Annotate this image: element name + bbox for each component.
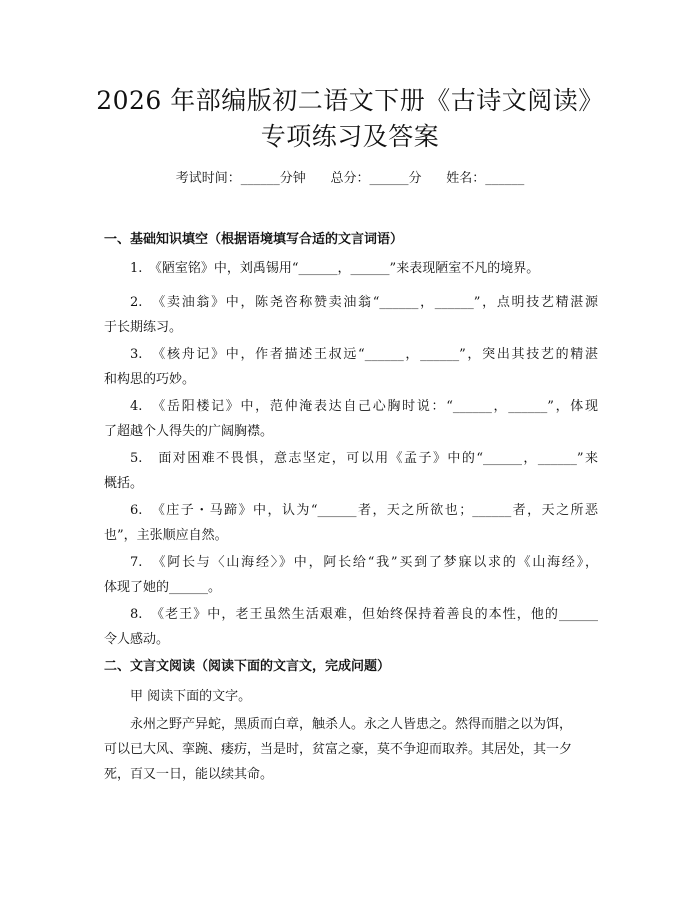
question-8	[104, 602, 598, 652]
classical-passage	[104, 712, 598, 787]
question-7-text-line1: 7. 《阿长与〈山海经〉》中，阿长给“我”买到了梦寐以求的《山海经》，	[130, 555, 598, 570]
passage-line3: 死，百又一日，能以续其命。	[104, 767, 274, 782]
question-2-text-line2: 于长期练习。	[104, 320, 183, 335]
section1-heading: 一、基础知识填空（根据语境填写合适的文言词语）	[104, 232, 404, 247]
passage-line2: 可以已大风、挛踠、瘘疠，当是时，贫富之豪，莫不争迎而取养。其居处，其一夕	[104, 742, 573, 757]
question-4-text-line1: 4. 《岳阳楼记》中，范仲淹表达自己心胸时说：“______，______”，体现	[130, 399, 598, 414]
reading-intro-text: 甲 阅读下面的文字。	[130, 689, 252, 704]
question-8-text-line1: 8. 《老王》中，老王虽然生活艰难，但始终保持着善良的本性，他的______	[130, 607, 598, 622]
question-3-text-line2: 和构思的巧妙。	[104, 372, 196, 387]
question-1	[104, 256, 598, 281]
question-4	[104, 394, 598, 444]
question-6-text-line2: 也”，主张顺应自然。	[104, 528, 228, 543]
question-6	[104, 498, 598, 548]
question-5-text-line1: 5. 面对困难不畏惧，意志坚定，可以用《孟子》中的“______，______”来	[130, 451, 598, 466]
section2-heading: 二、文言文阅读（阅读下面的文言文，完成问题）	[104, 659, 391, 674]
question-6-text-line1: 6. 《庄子・马蹄》中，认为“______者，天之所欲也；______者，天之所恶	[130, 503, 598, 518]
document-title-line2: 专项练习及答案	[260, 122, 440, 151]
question-5-text-line2: 概括。	[104, 476, 144, 491]
reading-intro	[104, 684, 598, 709]
question-1-text: 1. 《陋室铭》中，刘禹锡用“______，______”来表现陋室不凡的境界。	[130, 261, 540, 276]
question-8-text-line2: 令人感动。	[104, 632, 170, 647]
question-7-text-line2: 体现了她的______。	[104, 580, 222, 595]
question-7	[104, 550, 598, 600]
question-2-text-line1: 2. 《卖油翁》中，陈尧咨称赞卖油翁“______，______”，点明技艺精湛源	[130, 295, 598, 310]
question-5	[104, 446, 598, 496]
passage-line1: 永州之野产异蛇，黑质而白章，触杀人。永之人皆患之。然得而腊之以为饵，	[130, 717, 573, 732]
question-3	[104, 342, 598, 392]
question-3-text-line1: 3. 《核舟记》中，作者描述王叔远“______，______”，突出其技艺的精湛	[130, 347, 598, 362]
question-4-text-line2: 了超越个人得失的广阔胸襟。	[104, 424, 274, 439]
exam-info-line: 考试时间：______分钟 总分：______分 姓名：______	[175, 171, 525, 186]
document-title-line1: 2026 年部编版初二语文下册《古诗文阅读》	[96, 86, 604, 115]
question-2	[104, 290, 598, 340]
